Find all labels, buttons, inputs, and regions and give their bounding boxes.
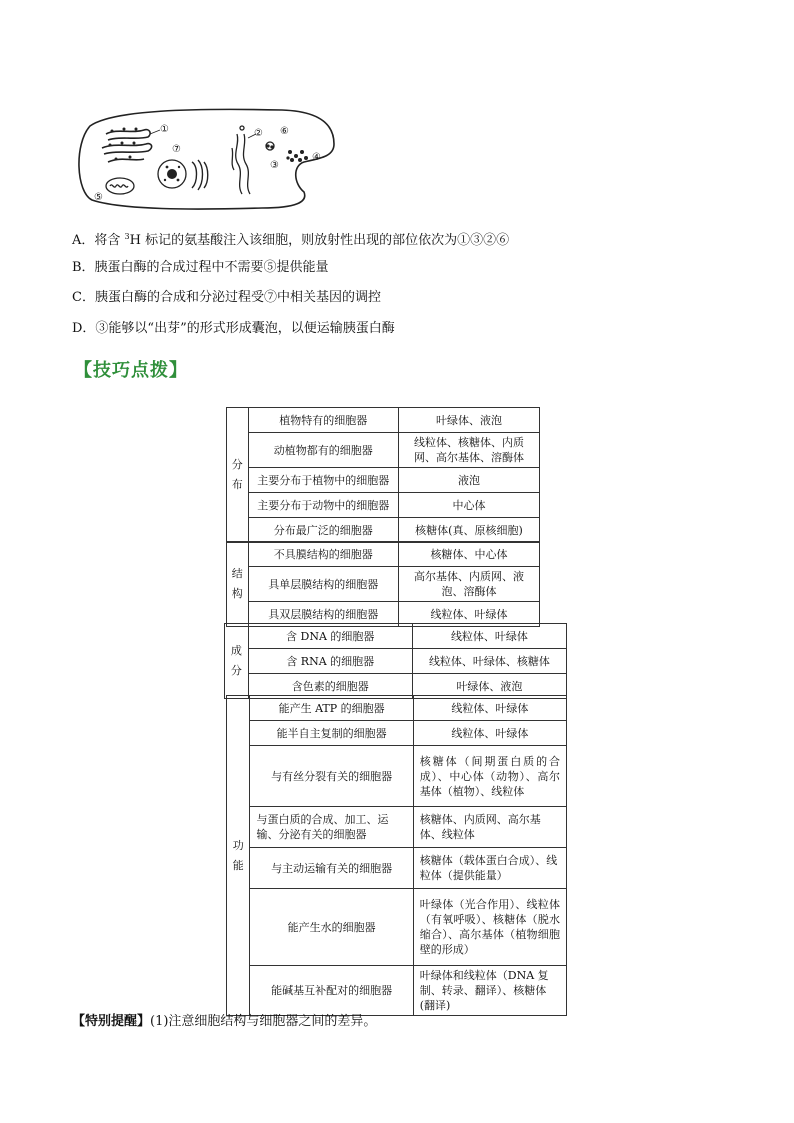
secretory-granules-icon <box>286 150 308 162</box>
table-function: 功能 能产生 ATP 的细胞器 线粒体、叶绿体 能半自主复制的细胞器 线粒体、叶绿体 与有丝分裂有关的细胞器 核糖体（间期蛋白质的合成）、中心体（动物）、高尔基体（植物）、线粒体 与蛋白质的合成、加工、运输、分泌有关的细胞器 核糖体、内质网、高尔基体、线粒体 与主动运输有关的细胞器 核糖体（载体蛋白合成）、线粒体（提供能量） 能产生水的细胞器 叶绿体（光合作用）、线粒体（有氧呼吸）、核糖体（脱水缩合）、高尔基体（植物细胞壁的形成） 能碱基互补配对的细胞器 叶绿体和线粒体（DNA 复制、转录、翻译）、核糖体(翻译) <box>226 695 567 1016</box>
category-label: 成分 <box>225 624 249 699</box>
label-2: ② <box>254 128 263 139</box>
cell-diagram <box>72 104 338 212</box>
vesicle-icon <box>232 126 274 194</box>
special-reminder: 【特别提醒】(1)注意细胞结构与细胞器之间的差异。 <box>72 1014 377 1029</box>
mitochondrion-icon <box>106 178 134 194</box>
option-c: C．胰蛋白酶的合成和分泌过程受⑦中相关基因的调控 <box>72 290 381 305</box>
table-distribution: 分布 植物特有的细胞器 叶绿体、液泡 动植物都有的细胞器 线粒体、核糖体、内质网、高尔基体、溶酶体 主要分布于植物中的细胞器 液泡 主要分布于动物中的细胞器 中心体 分布最广泛的细胞器 核糖体(真、原核细胞) <box>226 407 540 543</box>
option-b: B．胰蛋白酶的合成过程中不需要⑤提供能量 <box>72 260 329 275</box>
label-3: ③ <box>270 160 279 171</box>
golgi-apparatus-icon <box>192 160 208 190</box>
category-label: 功能 <box>227 696 250 1016</box>
option-d: D．③能够以“出芽”的形式形成囊泡，以便运输胰蛋白酶 <box>72 321 395 336</box>
label-4: ④ <box>312 152 321 163</box>
section-heading: 【技巧点拨】 <box>74 360 188 381</box>
category-label: 结构 <box>227 542 249 627</box>
option-a: A．将含 $^3$H 标记的氨基酸注入该细胞，则放射性出现的部位依次为①③②⑥ <box>72 232 510 248</box>
label-6: ⑥ <box>280 126 289 137</box>
label-1: ① <box>160 124 169 135</box>
table-composition: 成分 含 DNA 的细胞器 线粒体、叶绿体 含 RNA 的细胞器 线粒体、叶绿体、核糖体 含色素的细胞器 叶绿体、液泡 <box>224 623 567 699</box>
label-5: ⑤ <box>94 192 103 203</box>
category-label: 分布 <box>227 408 249 543</box>
table-structure: 结构 不具膜结构的细胞器 核糖体、中心体 具单层膜结构的细胞器 高尔基体、内质网、液泡、溶酶体 具双层膜结构的细胞器 线粒体、叶绿体 <box>226 541 540 627</box>
label-7: ⑦ <box>172 144 181 155</box>
nucleus-icon <box>158 160 186 188</box>
